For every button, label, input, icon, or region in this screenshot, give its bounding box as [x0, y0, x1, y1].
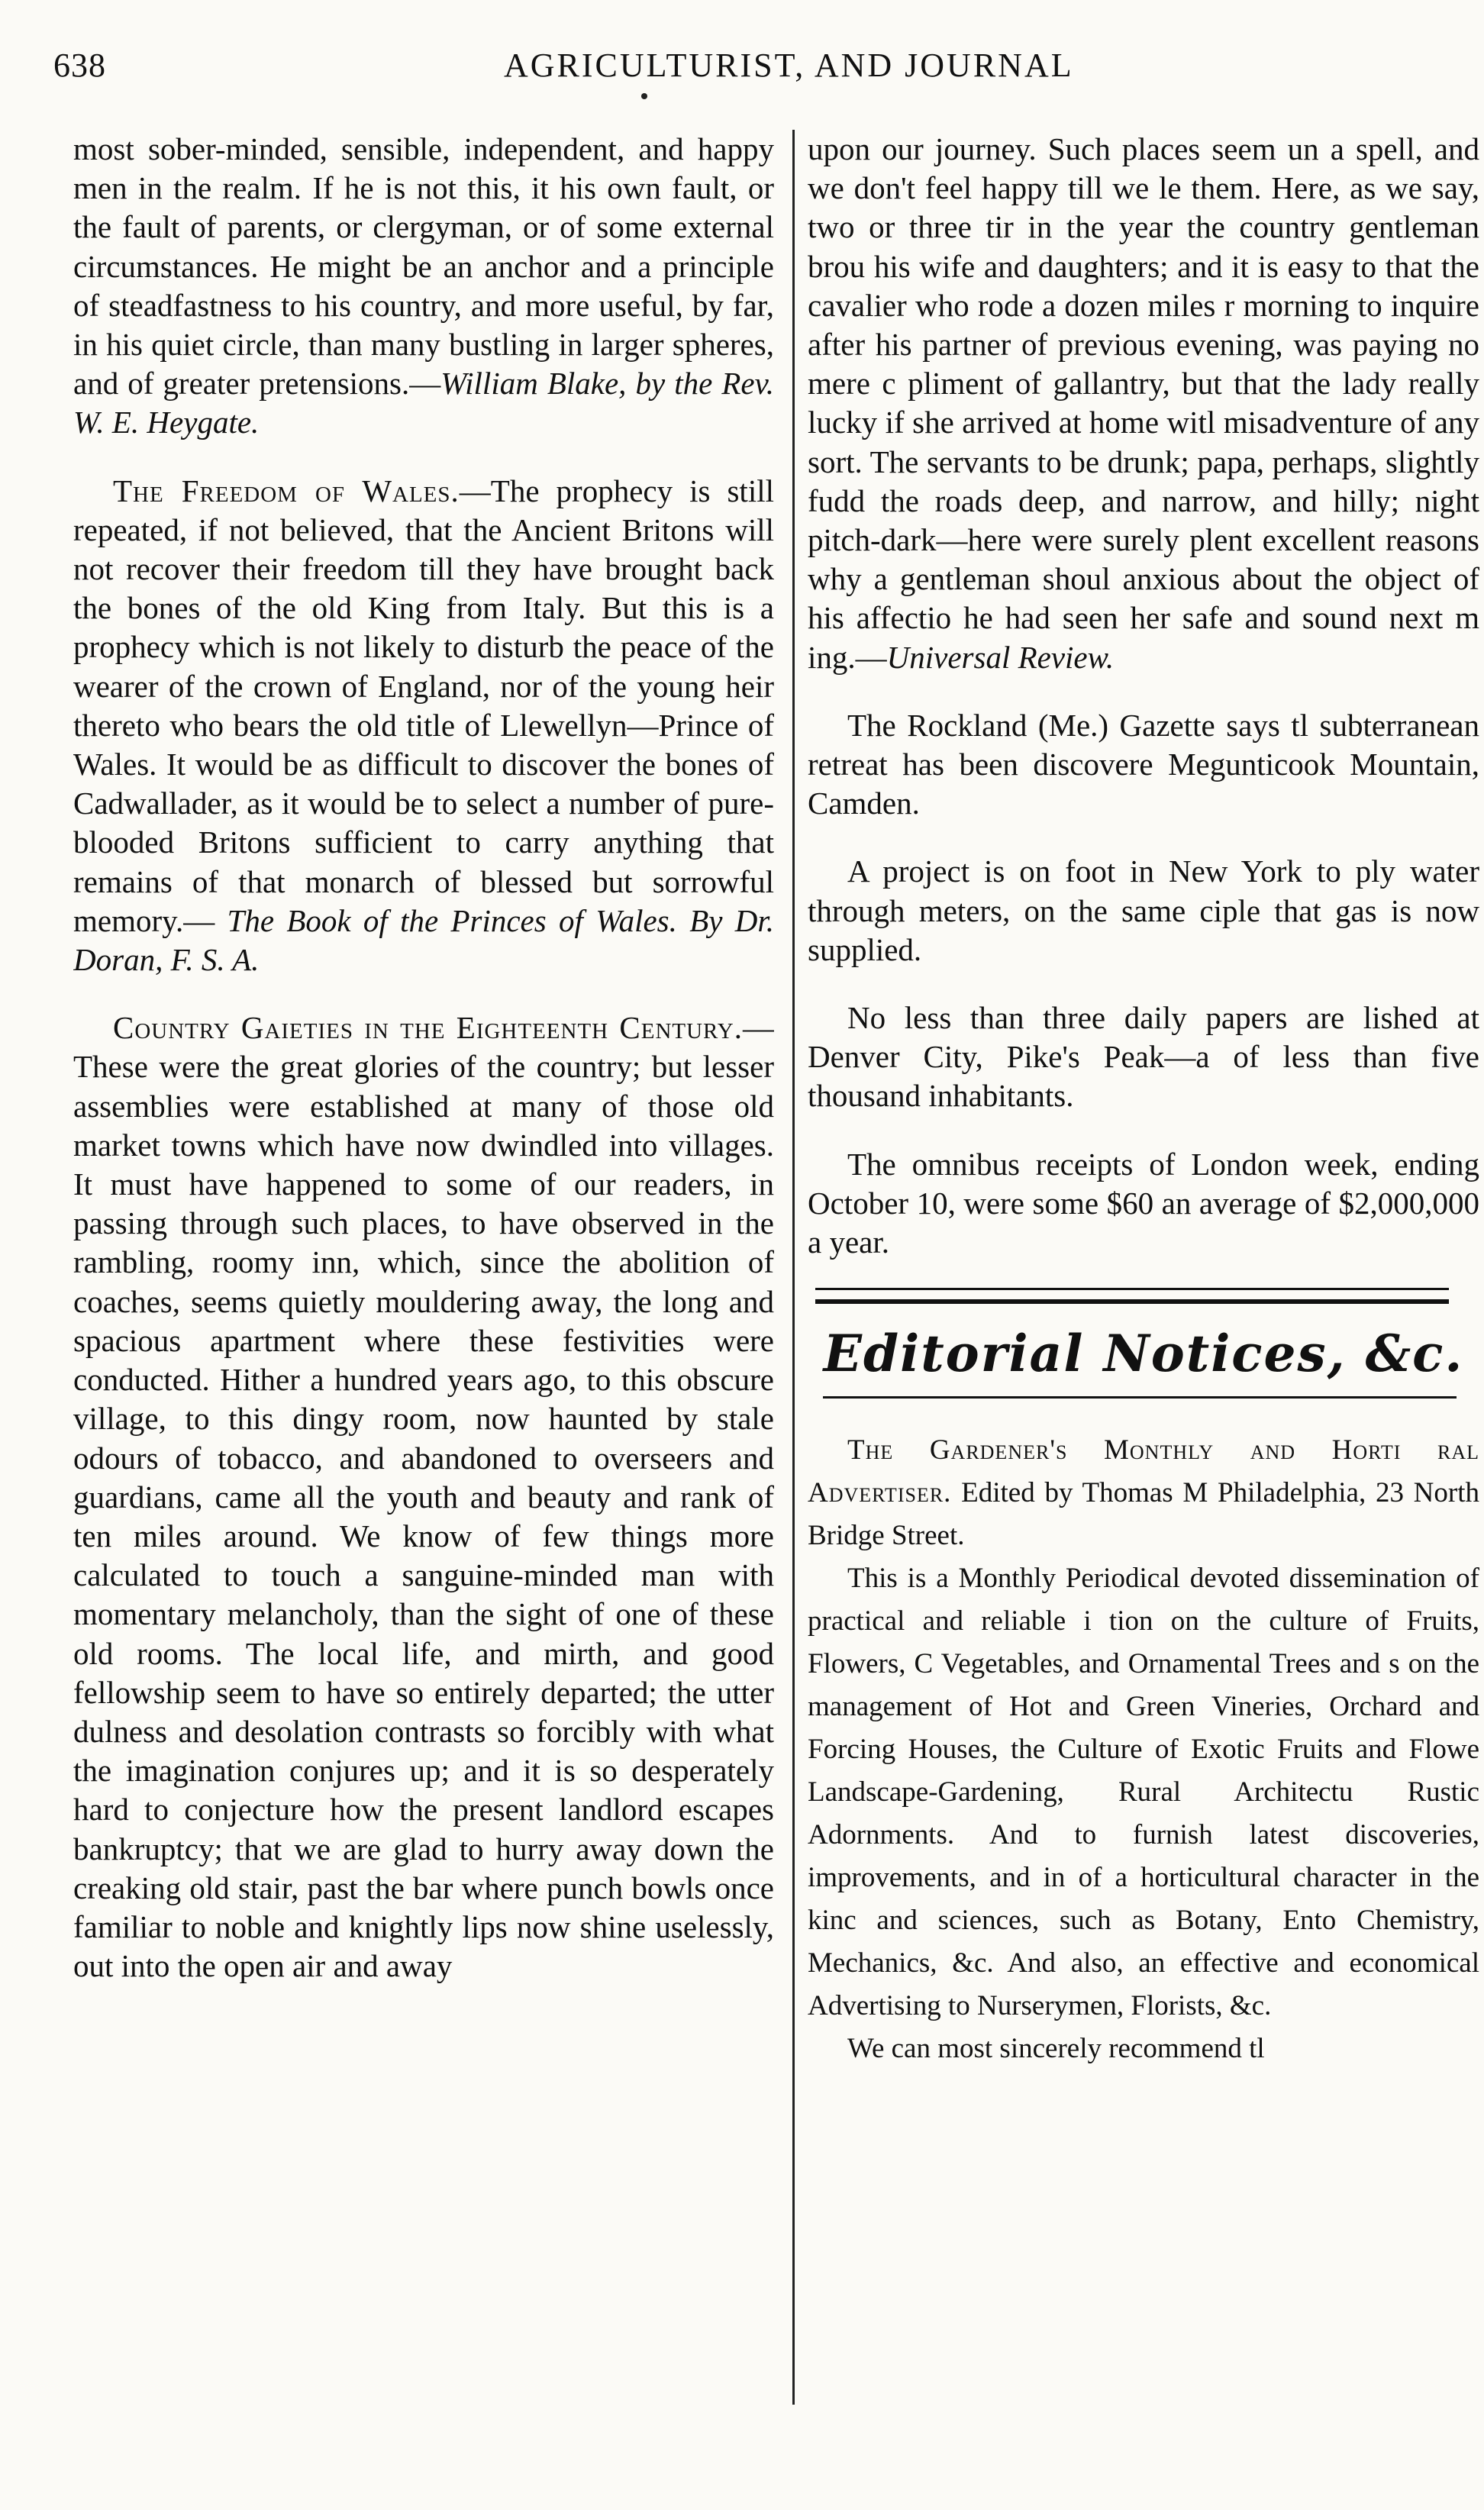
article-blake-text: most sober-minded, sensible, independent, and happy men in the realm. If he is not this, it his own fault, or the fault of parents, or clergyman, or of some external circumstances. He might be an anchor and a principle of steadfastness to his country, and more useful, by far, in his quiet circle, than many bustling in larger spheres, and of greater pretensions.—: [73, 131, 774, 402]
page-number: 638: [53, 47, 106, 84]
column-rule: [792, 130, 795, 2405]
item-new-york-meters: A project is on foot in New York to ply water through meters, on the same ciple that gas is now supplied.: [808, 853, 1479, 967]
editorial-notices-heading: Editorial Notices, &c.: [823, 1324, 1464, 1384]
article-continuation-text: upon our journey. Such places seem un a spell, and we don't feel happy till we le them. Here, as we say, two or three tir in the year the country gentleman brou his wife and daughters; and it is easy to that the cavalier who rode a dozen miles r morning to inquire after his partner of previous evening, was paying no mere c pliment of gallantry, but that the lady really lucky if she arrived at home witl misadventure of any sort. The servants to be drunk; papa, perhaps, slightly fudd the roads deep, and narrow, and hilly; night pitch-dark—here were surely plent excellent reasons why a gentleman shoul anxious about the object of his affectio he had seen her safe and sound next m ing.—: [808, 131, 1479, 675]
section-divider: [815, 1288, 1449, 1304]
article-freedom-title: The Freedom of Wales.: [113, 473, 460, 508]
notice-gardeners-monthly: [808, 1429, 1479, 1557]
header-ornament-dot: [641, 93, 647, 99]
item-denver-papers: No less than three daily papers are lished at Denver City, Pike's Peak—a of less than five thousand inhabitants.: [808, 1000, 1479, 1114]
article-freedom-text: —The prophecy is still repeated, if not believed, that the Ancient Britons will not recover their freedom till they have brought back the bones of the old King from Italy. But this is a prophecy which is not likely to disturb the peace of the wearer of the crown of England, nor of the young heir thereto who bears the old title of Llewellyn—Prince of Wales. It would be as difficult to discover the bones of Cadwallader, as it would be to select a number of pure-blooded Britons sufficient to carry anything that remains of that monarch of blessed but sorrowful memory.—: [73, 473, 774, 938]
item-london-omnibus: The omnibus receipts of London week, ending October 10, were some $60 an average of $2,000,000 a year.: [808, 1146, 1479, 1260]
notices-rule: [823, 1396, 1457, 1399]
article-blake: [73, 130, 774, 443]
article-country-gaieties: [73, 1008, 774, 1986]
page-header: [53, 46, 1453, 107]
article-continuation-citation: Universal Review.: [886, 639, 1115, 675]
article-continuation: [808, 130, 1479, 677]
left-column: [73, 130, 774, 2405]
item-rockland-gazette: The Rockland (Me.) Gazette says tl subterranean retreat has been discovere Megunticook Mountain, Camden.: [808, 707, 1479, 821]
right-column: [808, 130, 1479, 2405]
notice-recommendation: We can most sincerely recommend tl: [847, 2033, 1265, 2065]
notice-periodical-description: This is a Monthly Periodical devoted dissemination of practical and reliable i tion on the culture of Fruits, Flowers, C Vegetables, and Ornamental Trees and s on the management of Hot and Green Vineries, Orchard and Forcing Houses, the Culture of Exotic Fruits and Flowe Landscape-Gardening, Rural Architectu Rustic Adornments. And to furnish latest discoveries, improvements, and in of a horticultural character in the kinc and sciences, such as Botany, Ento Chemistry, Mechanics, &c. And also, an effective and economical Advertising to Nurserymen, Florists, &c.: [808, 1563, 1479, 2022]
notice-gardeners-publisher: Edited by Thomas M Philadelphia, 23 North Bridge Street.: [808, 1477, 1479, 1552]
article-freedom-of-wales: [73, 472, 774, 980]
running-head: AGRICULTURIST, AND JOURNAL: [504, 47, 1074, 84]
article-gaieties-text: —These were the great glories of the country; but lesser assemblies were established at many of those old market towns which have now dwindled into villages. It must have happened to some of our readers, in passing through such places, to have observed in the rambling, roomy inn, which, since the abolition of coaches, seems quietly mouldering away, the long and spacious apartment where these festivities were conducted. Hither a hundred years ago, to this obscure village, to this dingy room, now haunted by stale odours of tobacco, and abandoned to overseers and guardians, came all the youth and beauty and rank of ten miles around. We know of few things more calculated to touch a sanguine-minded man with momentary melancholy, than the sight of one of these old rooms. The local life, and mirth, and good fellowship seem to have so entirely departed; the utter dulness and desolation contrasts so forcibly with what the imagination conjures up; and it is so desperately hard to conjecture how the present landlord escapes bankruptcy; that we are glad to hurry away down the creaking old stair, past the bar where punch bowls once familiar to noble and knightly lips now shine uselessly, out into the open air and away: [73, 1010, 774, 1984]
article-freedom-citation: The Book of the Princes of Wales. By Dr. Doran, F. S. A.: [73, 902, 774, 978]
notice-gardeners-title: The Gardener's Monthly and Horti ral Advertiser.: [808, 1434, 1479, 1509]
article-gaieties-title: Country Gaieties in the Eighteenth Century.: [113, 1010, 743, 1046]
article-blake-citation: William Blake, by the Rev. W. E. Heygate.: [73, 366, 774, 440]
